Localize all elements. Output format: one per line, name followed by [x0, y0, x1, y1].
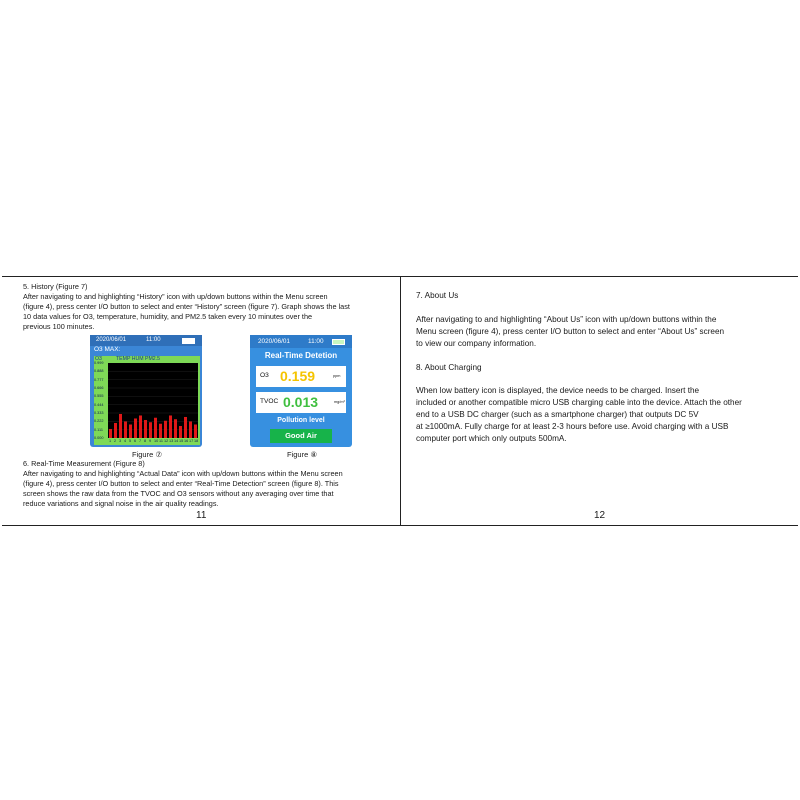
x-tick-label: 13: [169, 439, 174, 443]
history-bar: [134, 418, 137, 438]
history-bar: [184, 417, 187, 438]
section-8-line-4: at ≥1000mA. Fully charge for at least 2-3 hours before use. Avoid charging with a USB: [416, 422, 729, 431]
x-tick-label: 3: [119, 439, 122, 443]
x-axis-ticks: [108, 439, 198, 444]
x-tick-label: 16: [184, 439, 189, 443]
x-tick-label: 2: [114, 439, 117, 443]
o3-max-label: O3 MAX:: [94, 346, 121, 353]
history-bar: [114, 423, 117, 438]
time-label: 11:00: [146, 337, 161, 343]
realtime-title: Real-Time Detetion: [264, 351, 338, 360]
figure-8-caption: Figure ⑧: [287, 450, 318, 459]
battery-icon: [332, 339, 345, 345]
pollution-level-label: Pollution level: [277, 417, 325, 424]
history-bar: [109, 429, 112, 438]
history-bar: [189, 421, 192, 438]
y-tick-label: 0.666: [94, 386, 104, 390]
history-bar: [159, 424, 162, 438]
x-tick-label: 1: [109, 439, 112, 443]
y-tick-label: 0.444: [94, 402, 104, 407]
manual-page-11: [2, 277, 401, 525]
y-tick-label: 0.999: [94, 361, 104, 365]
tvoc-reading-row: [256, 392, 346, 413]
battery-icon: [182, 338, 195, 344]
page-number-12: 12: [594, 510, 606, 521]
date-label: 2020/06/01: [96, 337, 127, 343]
x-tick-label: 10: [154, 439, 159, 443]
section-7-line-1: After navigating to and highlighting “About Us” icon with up/down buttons within the: [416, 315, 717, 324]
y-tick-label: 0.000: [94, 436, 104, 440]
figure-8-realtime-screen: [250, 335, 352, 447]
section-8-line-2: included or another compatible micro USB charging cable into the device. Attach the other: [416, 398, 742, 407]
section-6-title: 6. Real-Time Measurement (Figure 8): [23, 459, 145, 468]
o3-label: O3: [260, 372, 269, 379]
section-6-line-2: (figure 4), press center I/O button to select and enter “Real-Time Detection” screen (figure 8). This: [23, 479, 339, 488]
o3-reading-row: [256, 366, 346, 387]
figure-7-caption: Figure ⑦: [132, 450, 163, 459]
history-bar-chart: [108, 363, 198, 438]
history-bar: [179, 426, 182, 438]
section-8-line-1: When low battery icon is displayed, the device needs to be charged. Insert the: [416, 386, 700, 395]
x-tick-label: 7: [139, 439, 142, 443]
tvoc-label: TVOC: [260, 398, 279, 405]
section-5-line-3: 10 data values for O3, temperature, humidity, and PM2.5 taken every 10 minutes over the: [23, 312, 313, 321]
x-tick-label: 9: [149, 439, 152, 443]
y-tick-label: 0.111: [94, 427, 103, 432]
o3-unit: ppm: [333, 374, 341, 378]
y-tick-label: 0.777: [94, 377, 104, 382]
history-bar: [124, 421, 127, 438]
status-bar: [250, 335, 352, 348]
air-quality-status-badge: Good Air: [270, 429, 332, 443]
manual-page-12: [402, 277, 798, 525]
history-bar: [129, 424, 132, 438]
section-6-line-4: reduce variations and signal noise in the air quality readings.: [23, 499, 219, 508]
x-tick-label: 11: [159, 439, 163, 443]
history-bar: [169, 415, 172, 438]
status-bar: [90, 335, 202, 346]
tvoc-value: 0.013: [283, 394, 319, 410]
history-bar: [149, 422, 152, 438]
graph-legend: TEMP HUM PM2.5: [116, 356, 161, 362]
history-bar: [154, 418, 157, 438]
x-tick-label: 5: [129, 439, 132, 443]
section-5-line-4: previous 100 minutes.: [23, 322, 95, 331]
o3-graph-label: O3: [95, 356, 102, 362]
x-tick-label: 4: [124, 439, 127, 443]
x-tick-label: 15: [179, 439, 184, 443]
history-bar: [164, 421, 167, 438]
x-tick-label: 8: [144, 439, 147, 443]
tvoc-unit: mg/m³: [334, 400, 345, 404]
history-bar: [174, 419, 177, 438]
section-7-line-2: Menu screen (figure 4), press center I/O button to select and enter “About Us” screen: [416, 327, 725, 336]
section-5-line-1: After navigating to and highlighting “History” icon with up/down buttons within the Menu screen: [23, 292, 328, 301]
history-bar: [139, 415, 142, 438]
page-number-11: 11: [196, 510, 207, 521]
section-6-line-3: screen shows the raw data from the TVOC and O3 sensors without any averaging over time that: [23, 489, 334, 498]
section-5-title: 5. History (Figure 7): [23, 282, 88, 291]
figure-7-history-screen: [90, 335, 202, 447]
x-tick-label: 18: [194, 439, 199, 443]
y-tick-label: 0.555: [94, 394, 104, 399]
date-label: 2020/06/01: [258, 338, 290, 345]
y-tick-label: 0.333: [94, 411, 104, 415]
x-tick-label: 17: [189, 439, 194, 443]
section-8-line-5: computer port which only outputs 500mA.: [416, 434, 567, 443]
section-5-line-2: (figure 4), press center I/O button to select and enter “History” screen (figure 7). Graph shows the last: [23, 302, 350, 311]
manual-spread: [2, 276, 798, 526]
y-tick-label: 0.222: [94, 419, 104, 424]
y-tick-label: 0.888: [94, 369, 104, 374]
section-8-line-3: end to a USB DC charger (such as a smartphone charger) that outputs DC 5V: [416, 410, 699, 419]
x-tick-label: 12: [164, 439, 169, 443]
x-tick-label: 14: [174, 439, 179, 443]
history-bar: [194, 424, 197, 438]
section-7-line-3: to view our company information.: [416, 339, 537, 348]
time-label: 11:00: [308, 338, 324, 345]
section-8-title: 8. About Charging: [416, 363, 482, 372]
x-tick-label: 6: [134, 439, 137, 443]
section-7-title: 7. About Us: [416, 291, 459, 300]
section-6-line-1: After navigating to and highlighting “Actual Data” icon with up/down buttons within the Menu screen: [23, 469, 343, 478]
history-bar: [119, 414, 122, 438]
o3-value: 0.159: [280, 368, 316, 384]
history-bar: [144, 420, 147, 438]
history-graph-frame: [94, 356, 200, 445]
